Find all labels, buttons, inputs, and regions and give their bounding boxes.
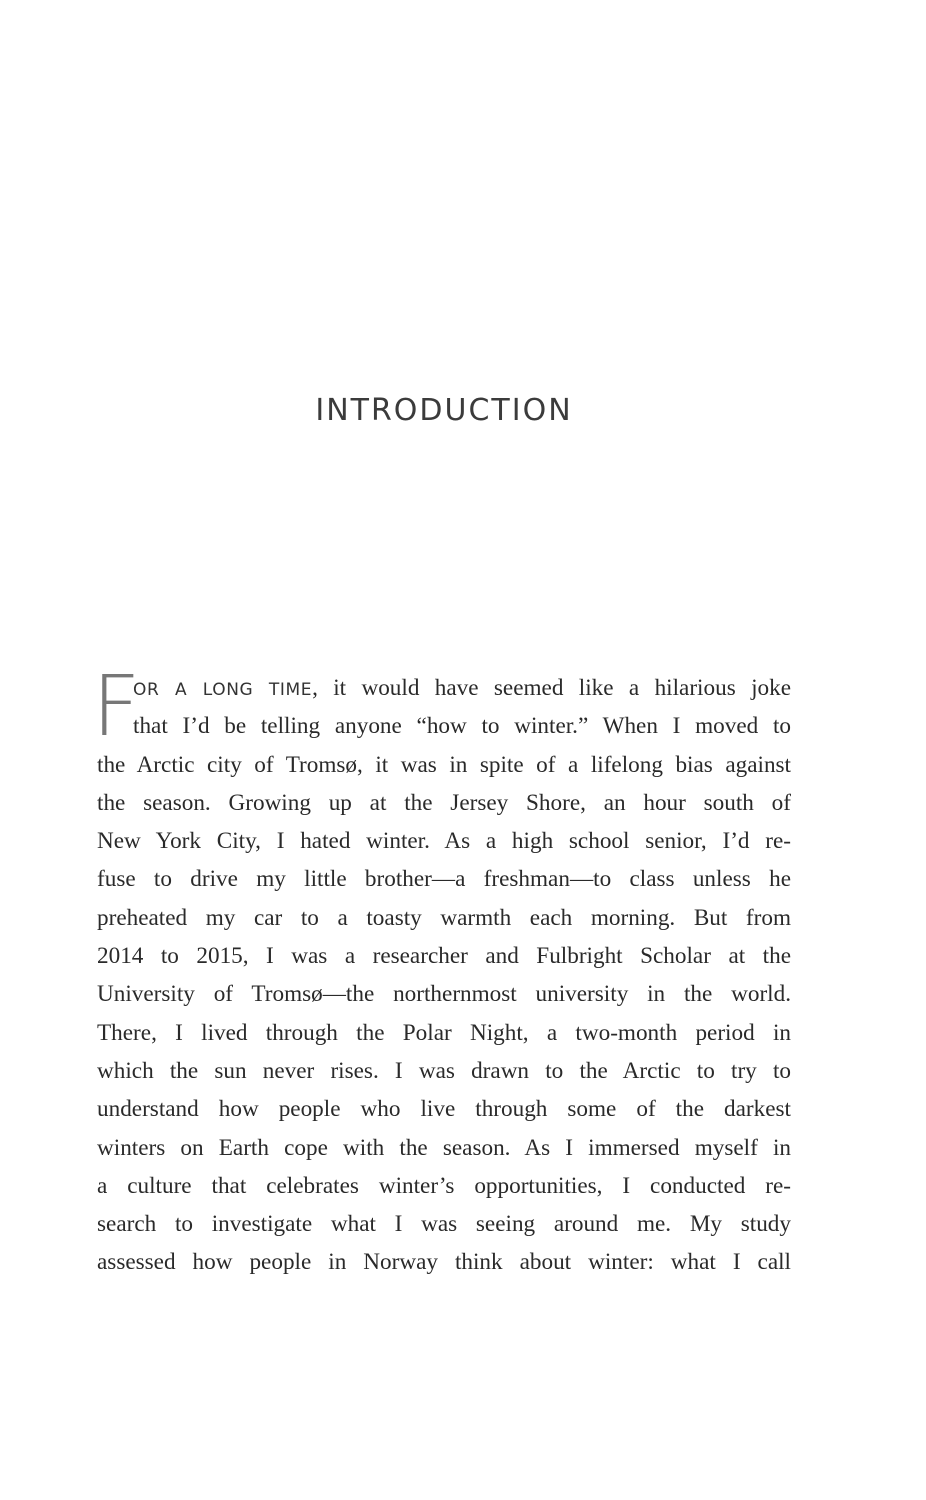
body-paragraph	[97, 669, 791, 1282]
paragraph-line: University of Tromsø—the northernmost university in the world.	[97, 981, 791, 1008]
paragraph-line: assessed how people in Norway think about winter: what I call	[97, 1249, 791, 1276]
paragraph-line: the Arctic city of Tromsø, it was in spite of a lifelong bias against	[97, 751, 791, 778]
paragraph-line: search to investigate what I was seeing around me. My study	[97, 1211, 791, 1238]
paragraph-line: which the sun never rises. I was drawn to the Arctic to try to	[97, 1057, 791, 1084]
chapter-title: INTRODUCTION	[315, 393, 573, 428]
paragraph-line: that I’d be telling anyone “how to winter.” When I moved to	[133, 713, 791, 740]
paragraph-line: fuse to drive my little brother—a freshman—to class unless he	[97, 866, 791, 893]
paragraph-line: understand how people who live through some of the darkest	[97, 1096, 791, 1123]
line-text: , it would have seemed like a hilarious joke	[312, 675, 791, 701]
drop-cap: F	[92, 657, 141, 755]
paragraph-line: the season. Growing up at the Jersey Shore, an hour south of	[97, 789, 791, 816]
paragraph-line: preheated my car to a toasty warmth each morning. But from	[97, 904, 791, 931]
paragraph-line: New York City, I hated winter. As a high school senior, I’d re-	[97, 828, 791, 855]
paragraph-line-1	[97, 669, 791, 707]
lead-in-small-caps: OR A LONG TIME	[133, 680, 313, 700]
paragraph-line: winters on Earth cope with the season. As I immersed myself in	[97, 1134, 791, 1161]
paragraph-line: There, I lived through the Polar Night, a two-month period in	[97, 1019, 791, 1046]
paragraph-line: a culture that celebrates winter’s opportunities, I conducted re-	[97, 1172, 791, 1199]
paragraph-line: 2014 to 2015, I was a researcher and Fulbright Scholar at the	[97, 943, 791, 970]
